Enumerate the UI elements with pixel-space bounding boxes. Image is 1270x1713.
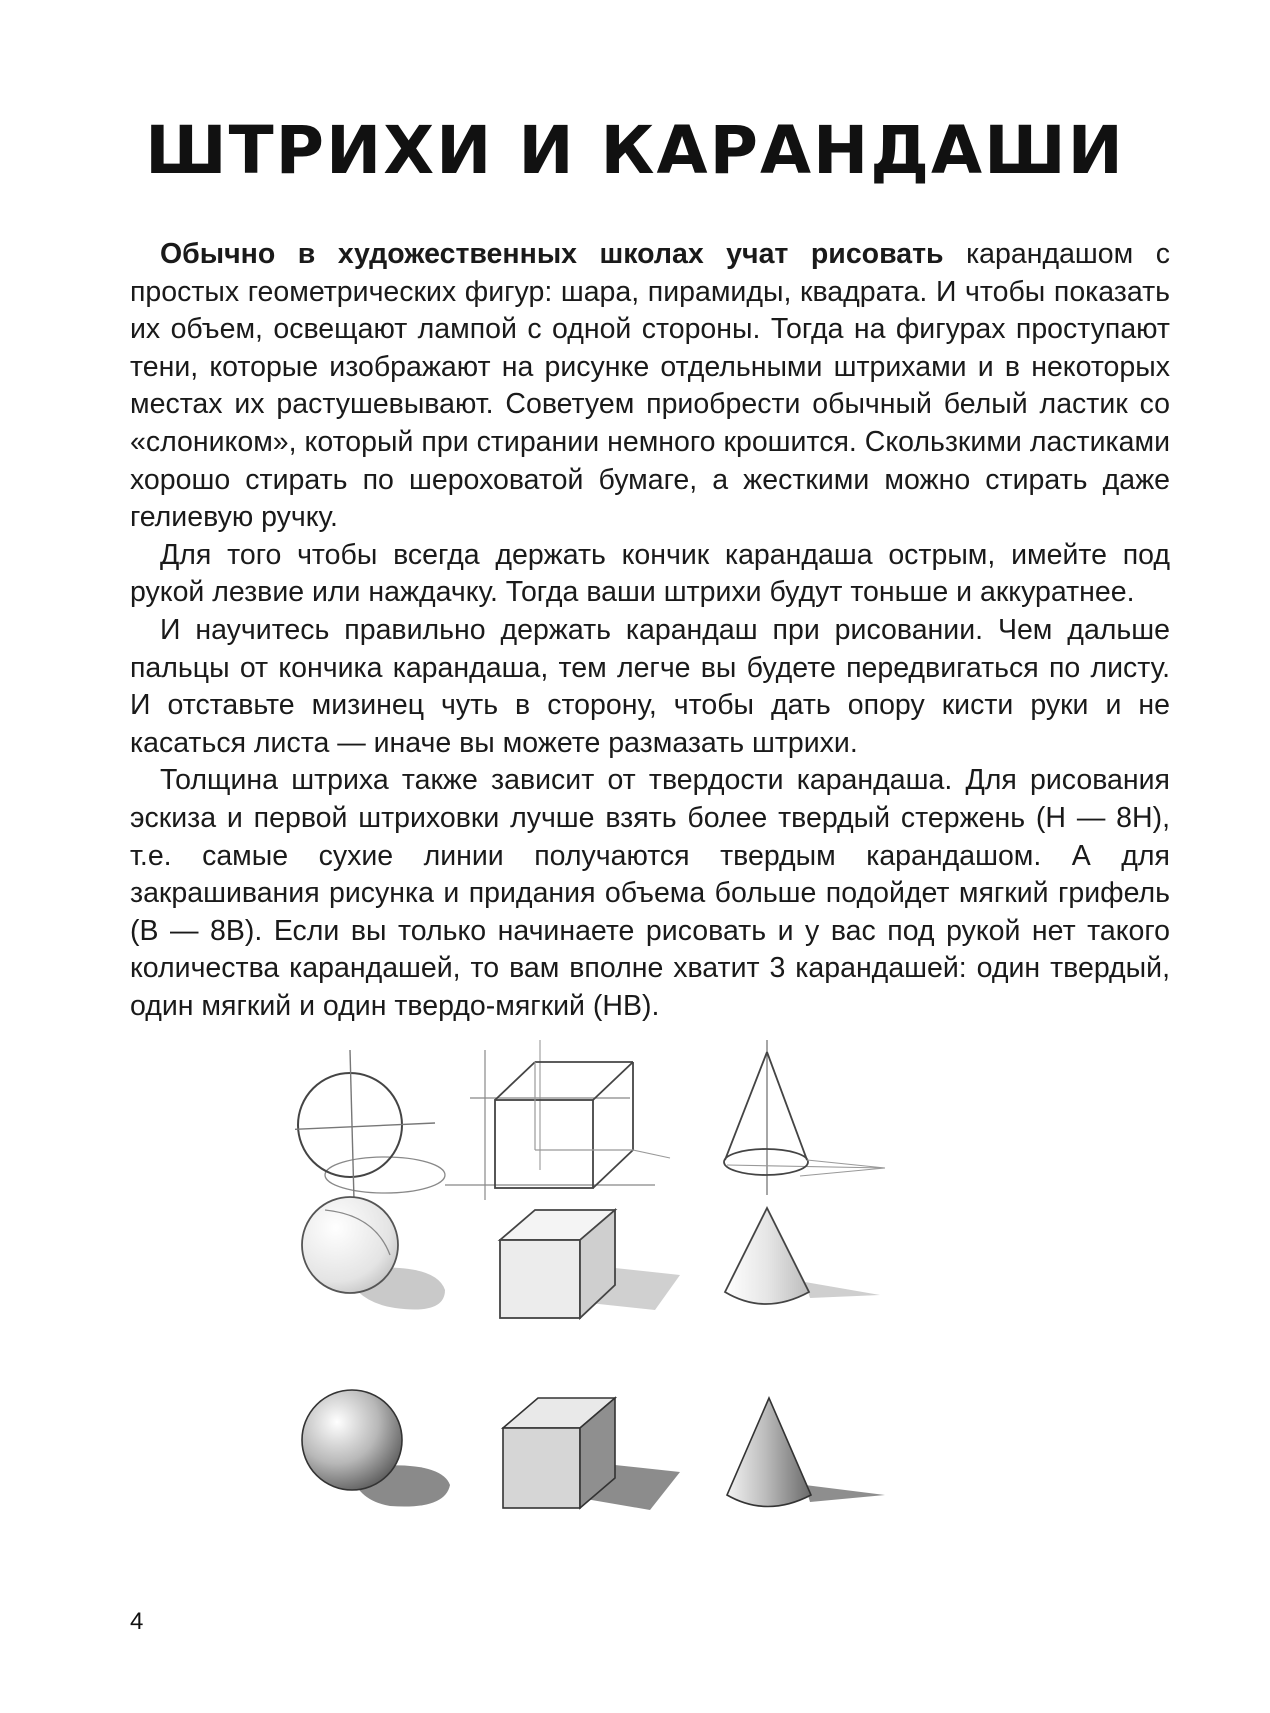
paragraph-2: Для того чтобы всегда держать кончик карандаша острым, имейте под рукой лезвие или наждачку. Тогда ваши штрихи будут тоньше и аккуратнее. (130, 538, 1170, 609)
sphere-construction (295, 1050, 445, 1200)
sphere-full-shading (302, 1390, 450, 1507)
body-text (130, 236, 1170, 1025)
cone-full-shading (727, 1398, 885, 1507)
page-title: ШТРИХИ И КАРАНДАШИ (145, 112, 1125, 189)
geometric-figures-illustration (295, 1040, 985, 1600)
paragraph-1 (130, 236, 1170, 537)
page-number: 4 (130, 1608, 144, 1635)
sphere-light-shading (302, 1197, 445, 1310)
paragraph-4: Толщина штриха также зависит от твердости карандаша. Для рисования эскиза и первой штриховки лучше взять более твердый стержень (H — 8H), т.е. самые сухие линии получаются твердым карандашом. А для закрашивания рисунка и придания объема больше подойдет мягкий грифель (B — 8B). Если вы только начинаете рисовать и у вас под рукой нет такого количества карандашей, то вам вполне хватит 3 карандашей: один твердый, один мягкий и один твердо-мягкий (HB). (130, 764, 1170, 1022)
cone-light-shading (725, 1208, 880, 1304)
cube-full-shading (503, 1398, 680, 1510)
paragraph-3: И научитесь правильно держать карандаш при рисовании. Чем дальше пальцы от кончика карандаша, тем легче вы будете передвигаться по листу. И отставьте мизинец чуть в сторону, чтобы дать опору кисти руки и не касаться листа — иначе вы можете размазать штрихи. (130, 613, 1170, 759)
cube-light-shading (500, 1210, 680, 1318)
paragraph-1-bold-lead: Обычно в художественных школах учат рисовать (160, 238, 944, 270)
cone-construction (724, 1040, 885, 1195)
paragraph-1-text: карандашом с простых геометрических фигур: шара, пирамиды, квадрата. И чтобы показать их объем, освещают лампой с одной стороны. Тогда на фигурах проступают тени, которые изображают на рисунке отдельными штрихами и в некоторых местах их растушевывают. Советуем приобрести обычный белый ластик со «слоником», который при стирании немного крошится. Скользкими ластиками хорошо стирать по шероховатой бумаге, а жесткими можно стирать даже гелиевую ручку. (130, 238, 1171, 534)
cube-construction (445, 1040, 670, 1200)
